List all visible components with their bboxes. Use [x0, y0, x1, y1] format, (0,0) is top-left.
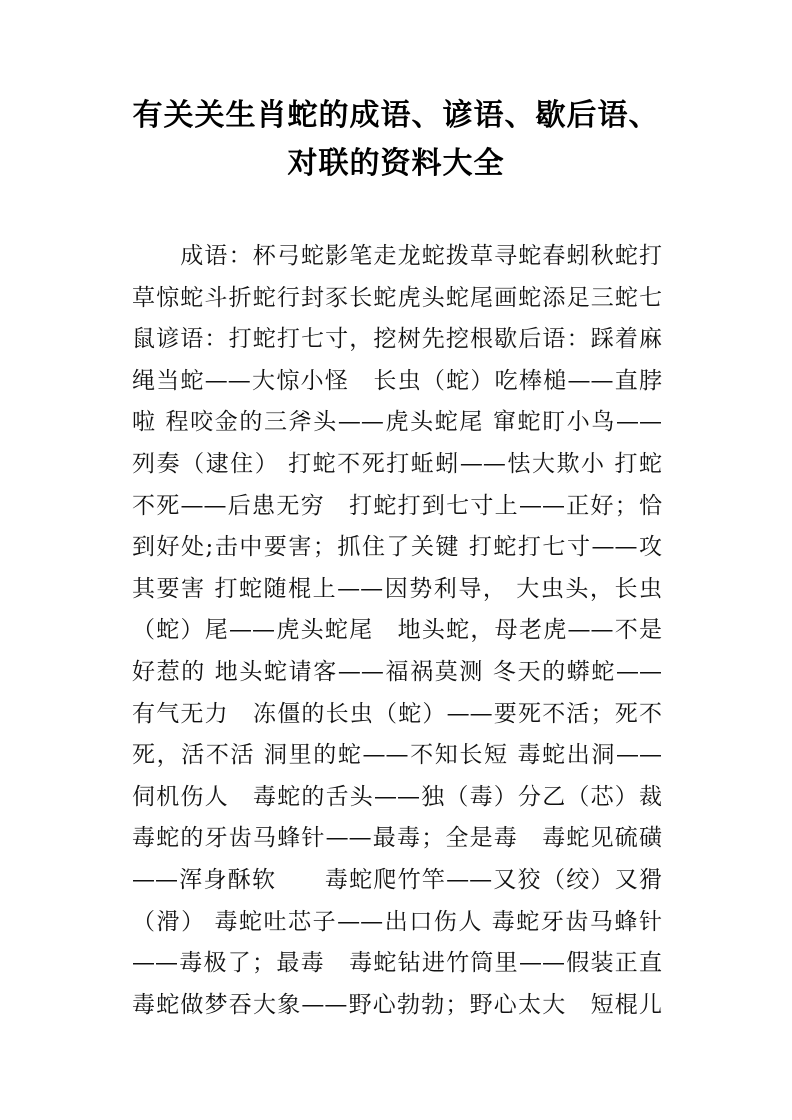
body-line: （蛇）尾——虎头蛇尾 地头蛇，母老虎——不是	[132, 617, 662, 644]
body-line: ——浑身酥软 毒蛇爬竹竿——又狡（绞）又猾	[132, 866, 662, 893]
body-line: 鼠谚语：打蛇打七寸，挖树先挖根歇后语：踩着麻	[132, 326, 662, 353]
body-line: 成语：杯弓蛇影笔走龙蛇拨草寻蛇春蚓秋蛇打	[132, 243, 662, 269]
body-line: 列奏（逮住） 打蛇不死打蚯蚓——怯大欺小 打蛇	[132, 450, 662, 477]
body-line: 死，活不活 洞里的蛇——不知长短 毒蛇出洞——	[132, 742, 662, 769]
body-line: 毒蛇的牙齿马蜂针——最毒；全是毒 毒蛇见硫磺	[132, 825, 662, 852]
body-line: 好惹的 地头蛇请客——福祸莫测 冬天的蟒蛇——	[132, 658, 662, 685]
body-line: 不死——后患无穷 打蛇打到七寸上——正好；恰	[132, 492, 662, 519]
body-text	[132, 236, 662, 1026]
body-line: 毒蛇做梦吞大象——野心勃勃；野心太大 短棍儿	[132, 991, 662, 1018]
title-line: 对联的资料大全	[287, 146, 505, 181]
title-line: 有关关生肖蛇的成语、谚语、歇后语、	[132, 98, 660, 133]
body-line: 伺机伤人 毒蛇的舌头——独（毒）分乙（芯）裁	[132, 783, 662, 810]
body-line: 草惊蛇斗折蛇行封豕长蛇虎头蛇尾画蛇添足三蛇七	[132, 284, 662, 311]
body-line: 啦 程咬金的三斧头——虎头蛇尾 窜蛇盯小鸟——	[132, 409, 662, 436]
body-line: ——毒极了；最毒 毒蛇钻进竹筒里——假装正直	[132, 950, 662, 977]
body-line: 绳当蛇——大惊小怪 长虫（蛇）吃棒槌——直脖	[132, 367, 662, 394]
body-line: 其要害 打蛇随棍上——因势利导， 大虫头，长虫	[132, 575, 662, 602]
body-line: （滑） 毒蛇吐芯子——出口伤人 毒蛇牙齿马蜂针	[132, 908, 662, 935]
body-line: 有气无力 冻僵的长虫（蛇）——要死不活；死不	[132, 700, 662, 727]
document-title	[120, 92, 672, 188]
body-line: 到好处;击中要害；抓住了关键 打蛇打七寸——攻	[132, 534, 662, 561]
